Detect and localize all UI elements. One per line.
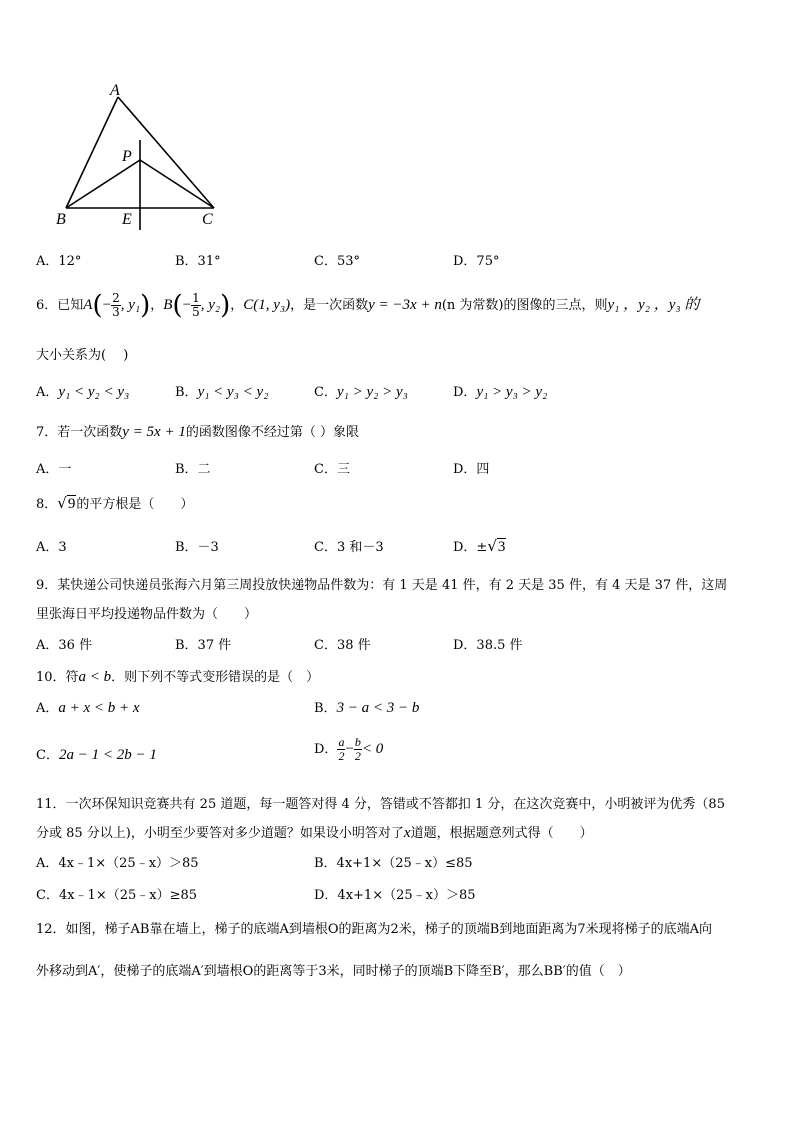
q12-line2: 外移动到A′，使梯子的底端A′到墙根O的距离等于3米，同时梯子的顶端B下降至B′，那么BB′的值（ ） — [36, 964, 631, 979]
q11-line1: 11．一次环保知识竞赛共有 25 道题，每一题答对得 4 分，答错或不答都扣 1 分，在这次竞赛中，小明被评为优秀（85 — [36, 797, 725, 812]
label-e: E — [122, 211, 132, 228]
q6-point-a-y: y₁ — [128, 297, 141, 313]
q5-option-d[interactable]: D．75° — [453, 254, 500, 269]
q9-line2: 里张海日平均投递物品件数为（ ） — [36, 607, 258, 622]
q6-paren-note: (n 为常数)的图像的三点，则 — [441, 298, 608, 313]
q6-option-d[interactable]: D．y₁ > y₃ > y₂ — [453, 384, 548, 400]
q11-line2 — [36, 822, 593, 842]
q10-stem — [36, 666, 319, 686]
q8-stem: 8．√9的平方根是（ ） — [36, 494, 194, 512]
q7-option-c[interactable]: C．三 — [314, 462, 350, 477]
q6-point-a-num: 2 — [112, 291, 120, 305]
q6-point-b-den: 5 — [192, 305, 200, 319]
q6-tail: y₁ ，y₂ ，y₃ 的 — [607, 297, 700, 313]
q6-point-c: C(1, y₃) — [243, 297, 291, 313]
q12-line1: 12．如图，梯子AB靠在墙上，梯子的底端A到墙根O的距离为2米，梯子的顶端B到地面距离为7米现将梯子的底端A向 — [36, 922, 713, 937]
q6-stem: 6．已知A(− $\frac{2}{3}$ , y₁)，B(− $\frac{1}{5}$ , y₂)，C(1, y₃)，是一次函数y = −3x + n(n 为常数)的图像的三点，则y₁ ，y₂ ，y₃ 的 — [36, 290, 700, 321]
q6-point-a-sign: − — [102, 297, 112, 313]
q8-suffix: 的平方根是（ ） — [76, 497, 194, 512]
label-c: C — [202, 211, 213, 228]
q11-variable: x — [403, 825, 411, 841]
triangle-figure — [50, 80, 230, 235]
q6-middle: ，是一次函数 — [290, 298, 369, 313]
q8-option-d[interactable]: D．±√3 — [453, 537, 506, 555]
q5-option-a[interactable]: A．12° — [36, 254, 82, 269]
q11-option-b[interactable]: B．4x+1×（25﹣x）≤85 — [314, 856, 473, 871]
q6-point-a-den: 3 — [112, 305, 120, 319]
q11-option-a[interactable]: A．4x﹣1×（25﹣x）＞85 — [36, 856, 199, 871]
q5-option-c[interactable]: C．53° — [314, 254, 360, 269]
q7-option-a[interactable]: A．一 — [36, 462, 72, 477]
q7-stem — [36, 421, 359, 441]
q10-option-b[interactable]: B．3 − a < 3 − b — [314, 700, 420, 716]
q7-option-d[interactable]: D．四 — [453, 462, 490, 477]
q6-option-b[interactable]: B．y₁ < y₃ < y₂ — [175, 384, 269, 400]
q6-point-a-fraction — [111, 292, 121, 319]
q10-condition: a < b — [78, 669, 112, 685]
q9-option-b[interactable]: B．37 件 — [175, 638, 232, 653]
label-a: A — [110, 82, 120, 99]
segment-pc — [140, 160, 214, 208]
q11-line2-b: 道题，根据题意列式得（ ） — [410, 826, 593, 841]
q10-prefix: 10．符 — [36, 670, 79, 685]
label-b: B — [56, 211, 66, 228]
q10-option-c[interactable]: C．2a − 1 < 2b − 1 — [36, 747, 157, 763]
q10-option-a[interactable]: A．a + x < b + x — [36, 700, 140, 716]
q6-point-b-y: y₂ — [208, 297, 221, 313]
q6-option-a[interactable]: A．y₁ < y₂ < y₃ — [36, 384, 130, 400]
q7-suffix: 的函数图像不经过第（ ）象限 — [185, 425, 359, 440]
q9-option-c[interactable]: C．38 件 — [314, 638, 371, 653]
side-ac — [118, 97, 214, 208]
q6-prefix: 6．已知 — [36, 298, 84, 313]
q6-function: y = −3x + n — [368, 297, 442, 313]
q7-option-b[interactable]: B．二 — [175, 462, 211, 477]
label-p: P — [122, 148, 132, 165]
q10-suffix: ．则下列不等式变形错误的是（ ） — [111, 670, 320, 685]
q7-function: y = 5x + 1 — [122, 424, 186, 440]
q11-line2-a: 分或 85 分以上)，小明至少要答对多少道题？如果设小明答对了 — [36, 826, 404, 841]
q6-point-a-name: A — [83, 297, 93, 313]
q5-option-b[interactable]: B．31° — [175, 254, 221, 269]
q9-line1: 9．某快递公司快递员张海六月第三周投放快递物品件数为：有 1 天是 41 件，有 2 天是 35 件，有 4 天是 37 件，这周 — [36, 578, 728, 593]
q7-prefix: 7．若一次函数 — [36, 425, 123, 440]
q9-option-d[interactable]: D．38.5 件 — [453, 638, 523, 653]
q8-option-b[interactable]: B．－3 — [175, 540, 219, 555]
q6-point-b-fraction — [191, 292, 201, 319]
q6-line2: 大小关系为( ) — [36, 348, 129, 363]
q11-option-c[interactable]: C．4x﹣1×（25﹣x）≥85 — [36, 888, 198, 903]
q6-point-b-num: 1 — [192, 291, 200, 305]
q11-option-d[interactable]: D．4x+1×（25﹣x）＞85 — [314, 888, 476, 903]
q8-prefix: 8． — [36, 497, 58, 512]
q10-option-d[interactable]: D． $\frac{a}{2}$ − $\frac{b}{2}$ < 0 — [314, 735, 384, 763]
q8-option-a[interactable]: A．3 — [36, 540, 67, 555]
q6-point-b-name: B — [163, 297, 173, 313]
q8-radicand: 9 — [67, 496, 76, 512]
q6-point-b-sign: − — [182, 297, 192, 313]
q6-option-c[interactable]: C．y₁ > y₂ > y₃ — [314, 384, 408, 400]
q9-option-a[interactable]: A．36 件 — [36, 638, 93, 653]
q8-option-c[interactable]: C．3 和－3 — [314, 540, 384, 555]
